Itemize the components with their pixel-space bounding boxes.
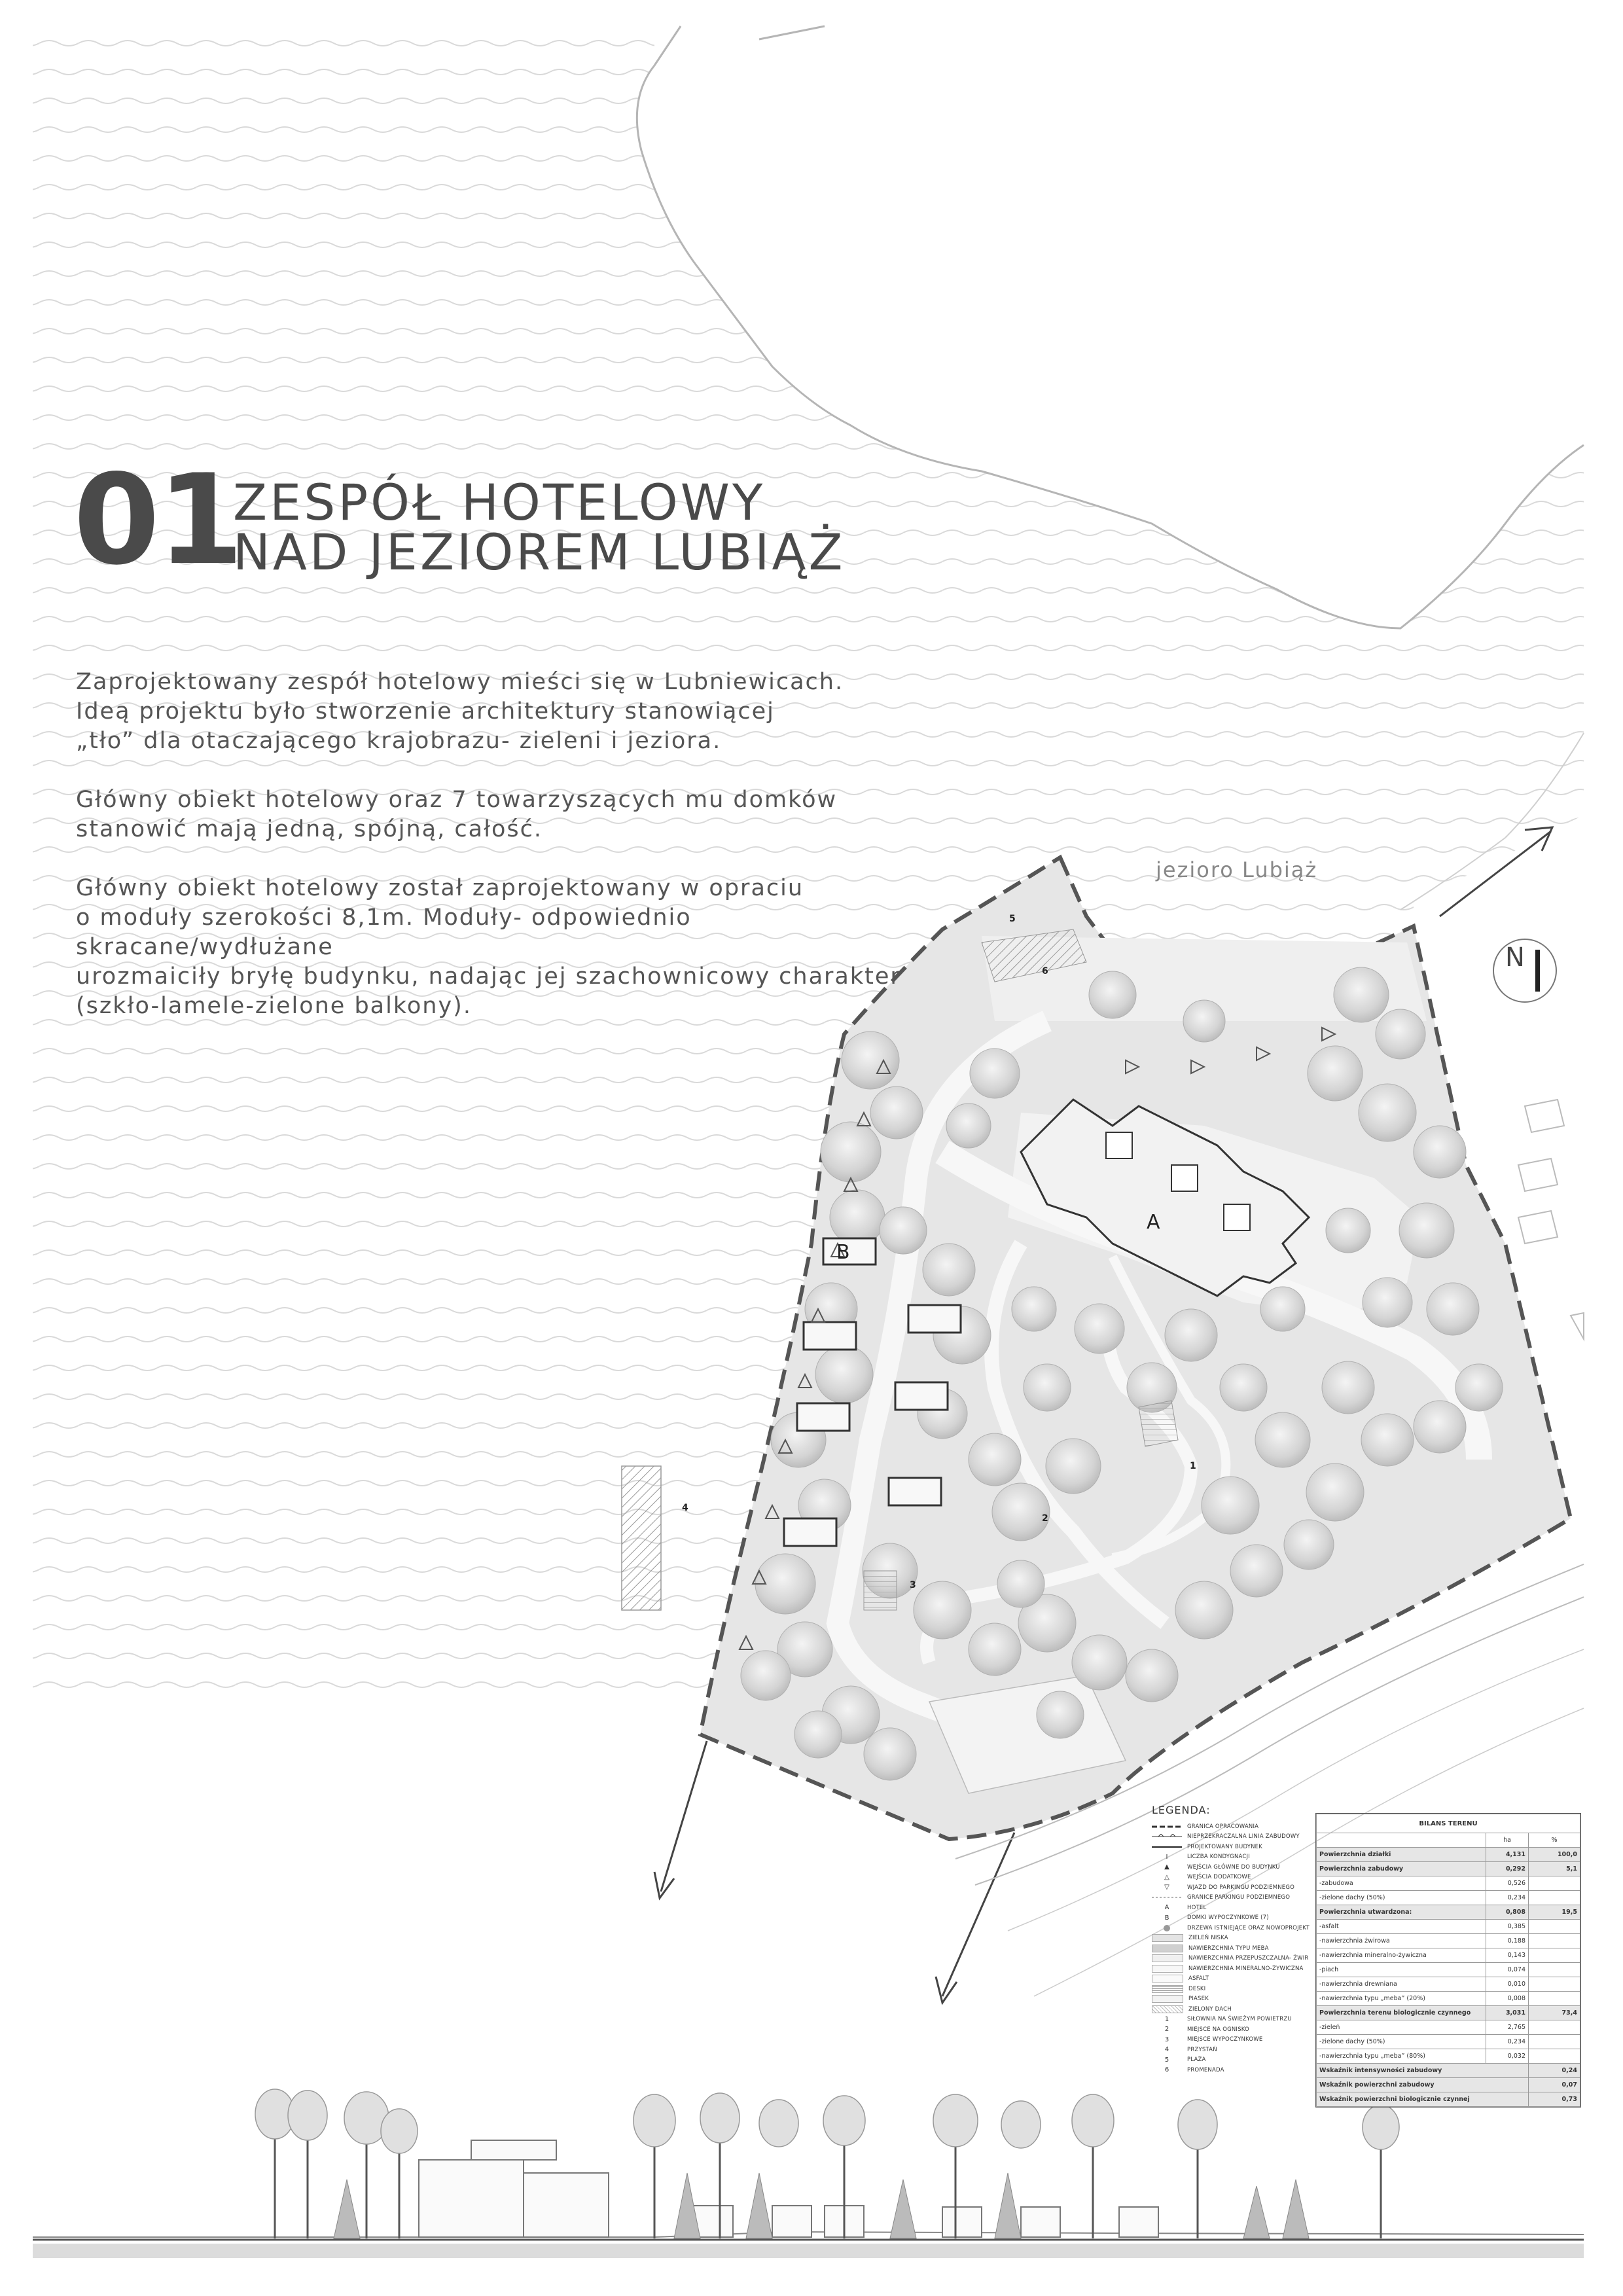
marker-3: 3 bbox=[910, 1580, 916, 1590]
page-title bbox=[233, 473, 846, 581]
legend-item: 3 MIEJSCE WYPOCZYNKOWE bbox=[1164, 2036, 1263, 2043]
legend-title: LEGENDA: bbox=[1152, 1804, 1211, 1816]
legend-item: NAWIERZCHNIA PRZEPUSZCZALNA- ŻWIR bbox=[1152, 1954, 1309, 1964]
legend-item: NAWIERZCHNIA MINERALNO-ŻYWICZNA bbox=[1152, 1964, 1309, 1974]
col-ha: ha bbox=[1486, 1833, 1529, 1848]
pier-hatch bbox=[622, 1466, 661, 1610]
legend-item: PIASEK bbox=[1152, 1994, 1309, 2005]
legend-item: ZIELONY DACH bbox=[1152, 2004, 1309, 2015]
north-arrow-bar bbox=[1535, 950, 1540, 992]
legend-item: NIEPRZEKRACZALNA LINIA ZABUDOWY bbox=[1152, 1832, 1309, 1842]
legend-item: 5 PLAŻA bbox=[1164, 2056, 1206, 2064]
marker-1: 1 bbox=[1190, 1461, 1196, 1471]
legend-item: NAWIERZCHNIA TYPU MEBA bbox=[1152, 1943, 1309, 1954]
bilans-row: Powierzchnia utwardzona: 0,808 19,5 bbox=[1317, 1905, 1580, 1920]
bilans-indicator-row: Wskaźnik powierzchni biologicznie czynnej 0,73 bbox=[1317, 2092, 1580, 2107]
legend-item: DESKI bbox=[1152, 1984, 1309, 1994]
legend-item: PROJEKTOWANY BUDYNEK bbox=[1187, 1843, 1263, 1850]
bilans-row: Powierzchnia zabudowy 0,292 5,1 bbox=[1317, 1862, 1580, 1876]
bilans-row: -nawierzchnia żwirowa 0,188 bbox=[1317, 1934, 1580, 1948]
marker-2: 2 bbox=[1042, 1513, 1048, 1524]
project-description bbox=[76, 668, 940, 1050]
bilans-title: BILANS TERENU bbox=[1317, 1814, 1580, 1833]
title-line-2: NAD JEZIOREM LUBIĄŻ bbox=[233, 523, 846, 581]
bilans-indicator-row: Wskaźnik intensywności zabudowy 0,24 bbox=[1317, 2064, 1580, 2078]
legend-item: ▲ WEJŚCIA GŁÓWNE DO BUDYNKU bbox=[1164, 1863, 1280, 1871]
col-pct: % bbox=[1529, 1833, 1580, 1848]
description-paragraph-1: Zaprojektowany zespół hotelowy mieści się w Lubniewicach. Ideą projektu było stworzenie architektury stanowiącej „tło” dla otaczającego krajobrazu- zieleni i jeziora. bbox=[76, 669, 844, 754]
legend-item: 1 SIŁOWNIA NA ŚWIEŻYM POWIETRZU bbox=[1164, 2015, 1292, 2023]
bilans-row: -zielone dachy (50%) 0,234 bbox=[1317, 2035, 1580, 2049]
legend-item: GRANICE PARKINGU PODZIEMNEGO bbox=[1187, 1894, 1291, 1901]
section-number: 01 bbox=[73, 448, 241, 592]
bilans-indicator-row: Wskaźnik powierzchni zabudowy 0,07 bbox=[1317, 2078, 1580, 2092]
description-paragraph-2: Główny obiekt hotelowy oraz 7 towarzyszących mu domków stanowić mają jedną, spójną, całość. bbox=[76, 787, 838, 842]
bilans-row: -zielone dachy (50%) 0,234 bbox=[1317, 1891, 1580, 1905]
site-balance-table bbox=[1315, 1813, 1581, 2108]
legend-item: ▽ WJAZD DO PARKINGU PODZIEMNEGO bbox=[1164, 1884, 1295, 1892]
legend bbox=[1152, 1804, 1309, 2075]
bilans-row: Powierzchnia działki 4,131 100,0 bbox=[1317, 1848, 1580, 1862]
legend-item: △ WEJŚCIA DODATKOWE bbox=[1164, 1873, 1251, 1881]
legend-item: A HOTEL bbox=[1164, 1904, 1207, 1912]
bilans-row: -nawierzchnia mineralno-żywiczna 0,143 bbox=[1317, 1948, 1580, 1963]
bilans-row: -nawierzchnia typu „meba” (20%) 0,008 bbox=[1317, 1992, 1580, 2006]
lake-label: jezioro Lubiąż bbox=[1156, 857, 1318, 882]
legend-item: DRZEWA ISTNIEJĄCE ORAZ NOWOPROJEKT bbox=[1152, 1923, 1309, 1933]
marker-6: 6 bbox=[1042, 966, 1048, 977]
legend-item: 4 PRZYSTAŃ bbox=[1164, 2046, 1217, 2054]
bilans-row: -nawierzchnia typu „meba” (80%) 0,032 bbox=[1317, 2049, 1580, 2064]
bilans-row: -piach 0,074 bbox=[1317, 1963, 1580, 1977]
legend-item: GRANICA OPRACOWANIA bbox=[1187, 1823, 1259, 1830]
legend-item: I LICZBA KONDYGNACJI bbox=[1166, 1853, 1250, 1861]
bilans-row: -nawierzchnia drewniana 0,010 bbox=[1317, 1977, 1580, 1992]
building-a-label: A bbox=[1147, 1211, 1160, 1234]
legend-item: B DOMKI WYPOCZYNKOWE (7) bbox=[1164, 1914, 1269, 1922]
legend-item: ASFALT bbox=[1152, 1974, 1309, 1984]
legend-item: 2 MIEJSCE NA OGNISKO bbox=[1164, 2026, 1249, 2034]
bilans-row: -asfalt 0,385 bbox=[1317, 1920, 1580, 1934]
title-line-1: ZESPÓŁ HOTELOWY bbox=[233, 473, 766, 531]
marker-4: 4 bbox=[682, 1503, 688, 1513]
north-label: N bbox=[1505, 942, 1525, 973]
bilans-row: Powierzchnia terenu biologicznie czynnego 3,031 73,4 bbox=[1317, 2006, 1580, 2020]
bilans-row: -zieleń 2,765 bbox=[1317, 2020, 1580, 2035]
legend-item: 6 PROMENADA bbox=[1164, 2066, 1224, 2074]
description-paragraph-3: Główny obiekt hotelowy został zaprojektowany w opraciu o moduły szerokości 8,1m. Moduły- odpowiednio skracane/wydłużane urozmaiciły bryłę budynku, nadając jej szachownicowy charakter (szkło-lamele-zielone balkony). bbox=[76, 875, 901, 1019]
marker-5: 5 bbox=[1009, 914, 1016, 924]
legend-item: ZIELEŃ NISKA bbox=[1152, 1933, 1309, 1944]
building-b-label: B bbox=[836, 1241, 850, 1264]
bilans-row: -zabudowa 0,526 bbox=[1317, 1876, 1580, 1891]
